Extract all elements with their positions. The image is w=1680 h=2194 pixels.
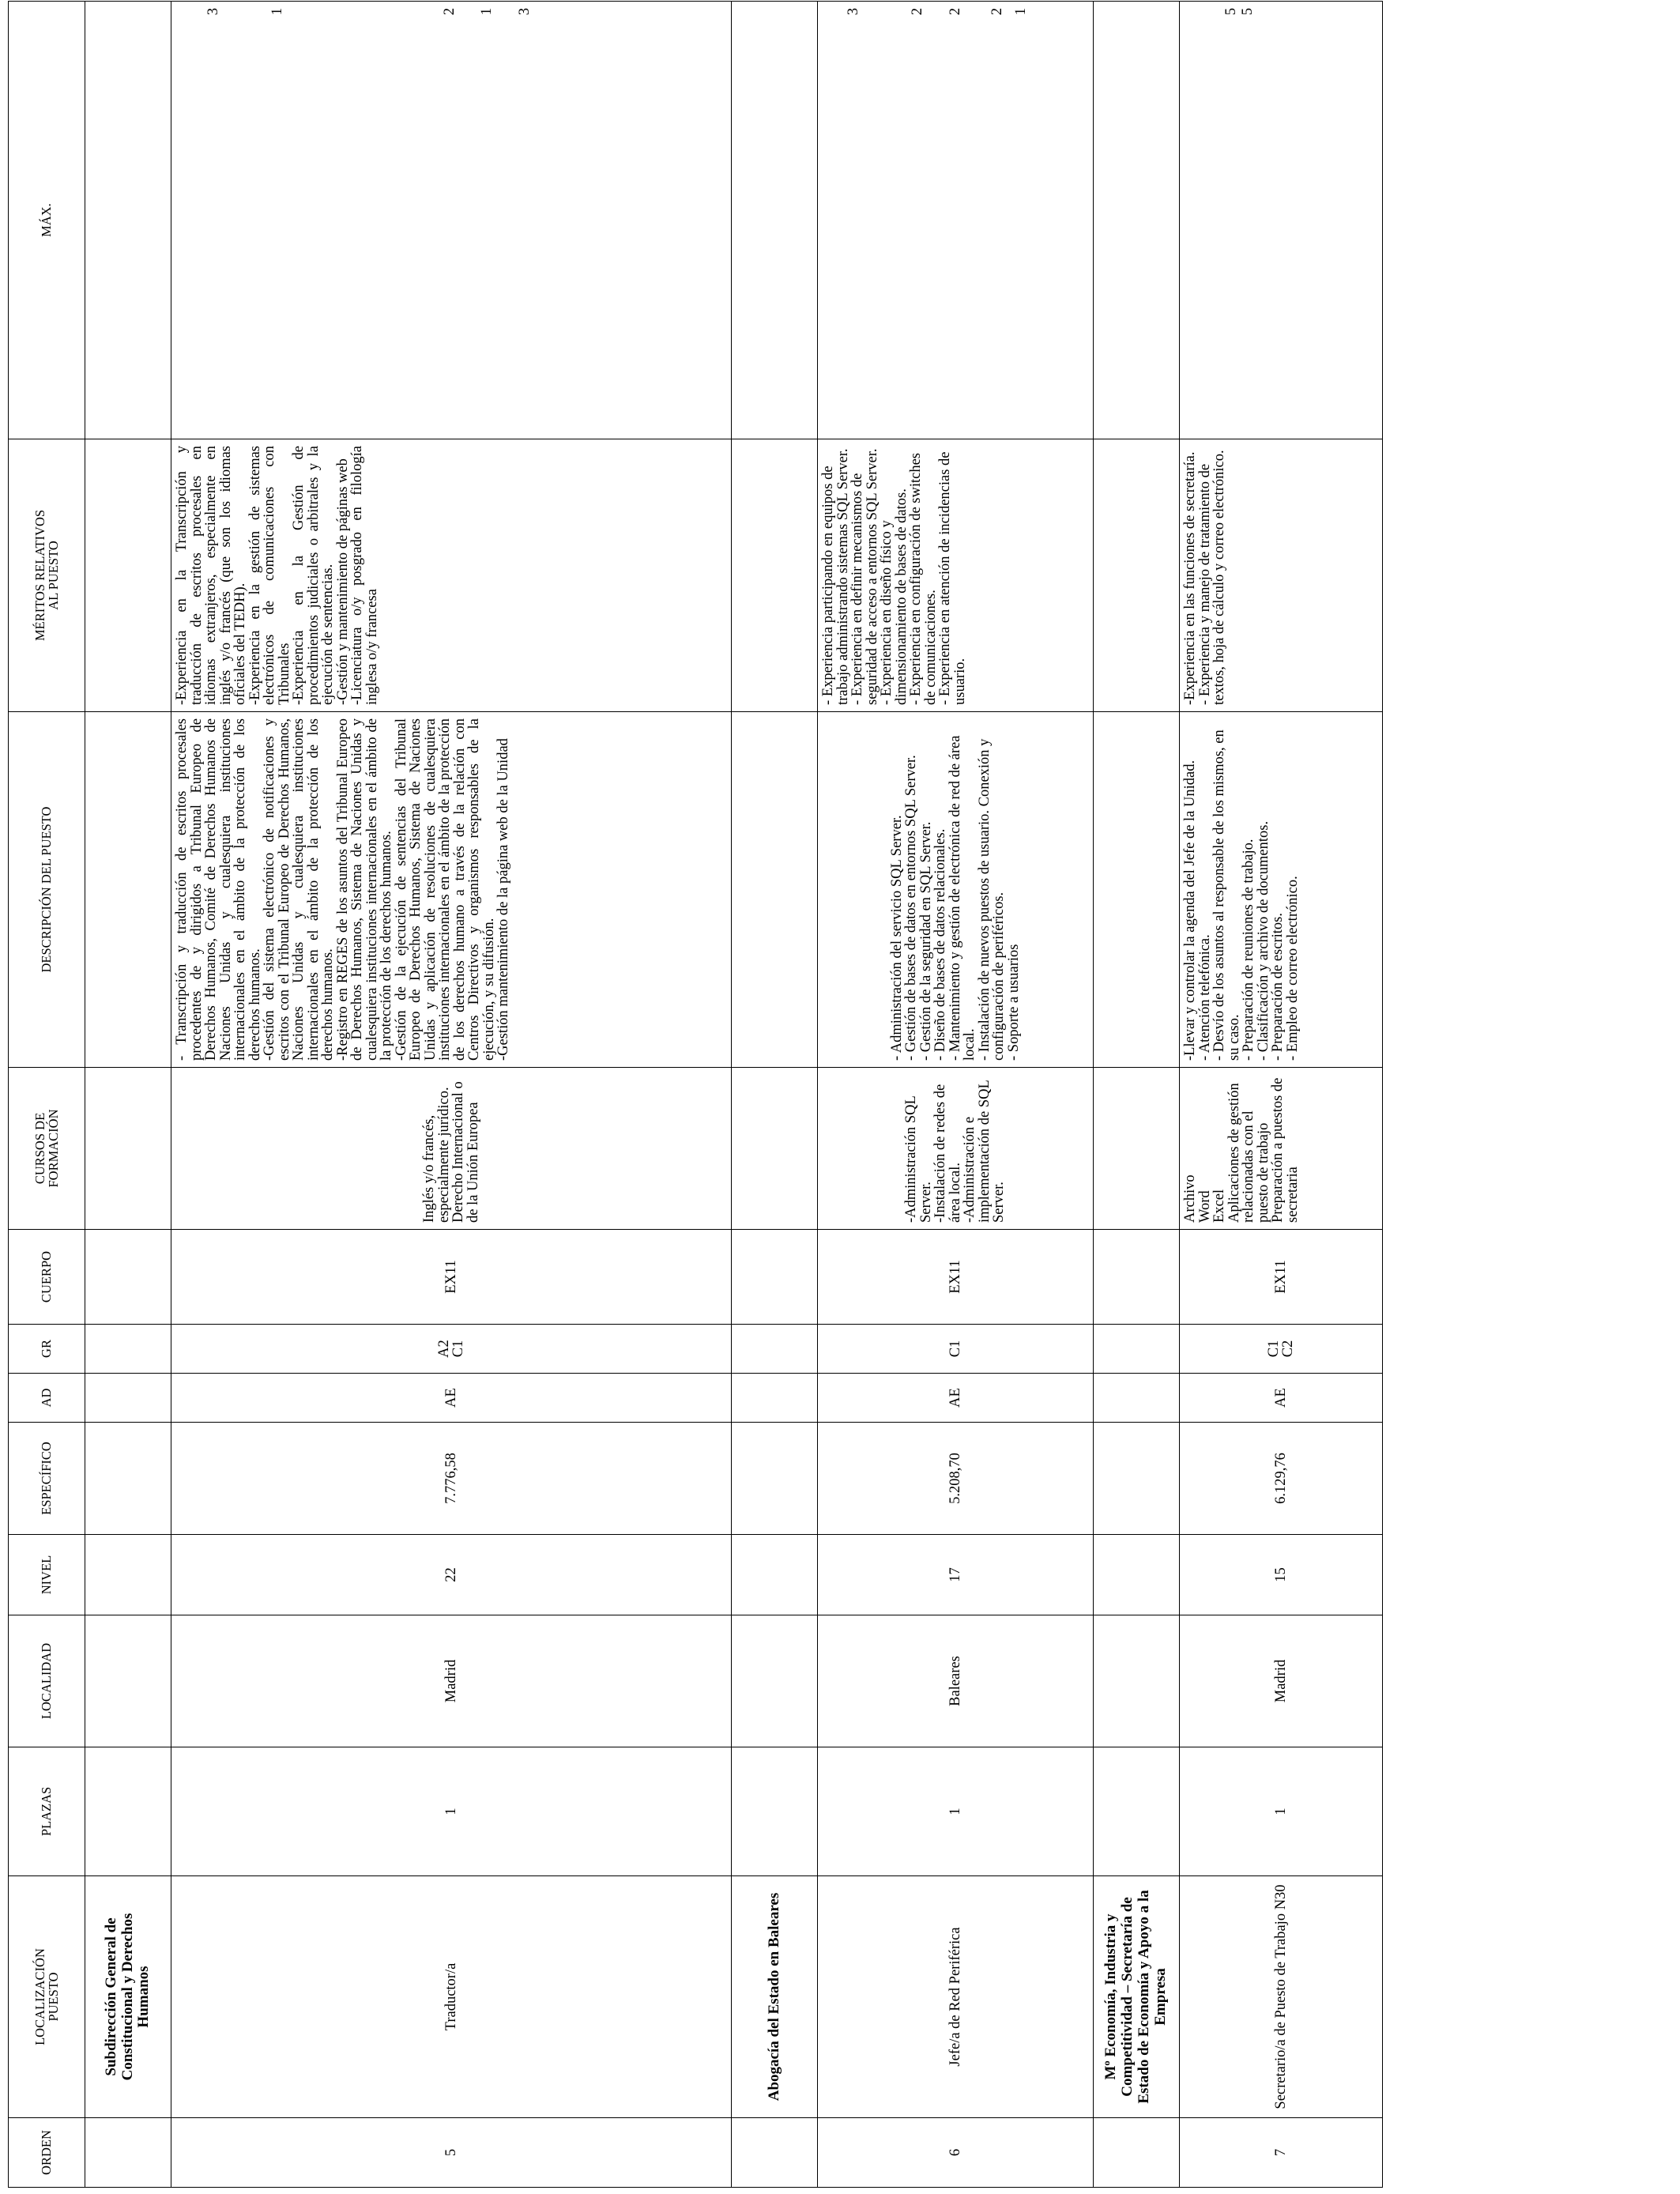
ad-cell: AE — [171, 1374, 732, 1423]
section-row — [85, 2, 171, 2188]
max-value: 3 — [205, 8, 221, 16]
descripcion-cell: - Administración del servicio SQL Server. - Gestión de bases de datos en entornos SQL Server. - Gestión de la seguridad en SQL Server. - Diseño de bases de datos relacionales. - Mantenimiento y gestión de electrónica de red de área local. - Instalación de nuevos puestos de usuario. Conexión y configuración de periféricos. - Soporte a usuarios — [818, 712, 1094, 1068]
cuerpo-cell: EX11 — [1180, 1230, 1383, 1325]
puesto-cell: Jefe/a de Red Periférica — [818, 1876, 1094, 2118]
meritos-cell: -Experiencia en las funciones de secretaría. - Experiencia y manejo de tratamiento de textos, hoja de cálculo y correo electrónico. — [1180, 439, 1383, 712]
orden-cell: 5 — [171, 2118, 732, 2188]
max-value: 2 — [947, 8, 963, 16]
plazas-cell: 1 — [171, 1747, 732, 1876]
max-value: 3 — [517, 8, 533, 16]
especifico-cell: 6.129,76 — [1180, 1423, 1383, 1535]
max-value: 5 — [1239, 8, 1256, 16]
header-max: MÁX. — [9, 2, 85, 439]
section-row — [1094, 2, 1180, 2188]
ad-cell: AE — [818, 1374, 1094, 1423]
cursos-cell: -Administración SQL Server. -Instalación de redes de área local. -Administración e implementación de SQL Server. — [818, 1068, 1094, 1230]
header-row — [9, 2, 85, 2188]
descripcion-cell: - Transcripción y traducción de escritos procesales procedentes de y dirigidos a Tribunal Europeo de Derechos Humanos, Comité de Derechos Humanos de Naciones Unidas y cualesquiera instituciones internacionales en el ámbito de la protección de los derechos humanos. -Gestión del sistema electrónico de notificaciones y escritos con el Tribunal Europeo de Derechos Humanos, Naciones Unidas y cualesquiera instituciones internacionales en el ámbito de la protección de los derechos humanos. -Registro en REGES de los asuntos del Tribunal Europeo de Derechos Humanos, Sistema de Naciones Unidas y cualesquiera instituciones internacionales en el ámbito de la protección de los derechos humanos. -Gestión de la ejecución de sentencias del Tribunal Europeo de Derechos Humanos, Sistema de Naciones Unidas y aplicación de resoluciones de cualesquiera instituciones internacionales en el ámbito de la protección de los derechos humano a través de la relación con Centros Directivos y organismos responsables de la ejecución, y su difusión. -Gestión mantenimiento de la página web de la Unidad — [171, 712, 732, 1068]
table-row — [171, 2, 732, 2188]
nivel-cell: 15 — [1180, 1535, 1383, 1615]
puesto-cell: Secretario/a de Puesto de Trabajo N30 — [1180, 1876, 1383, 2118]
job-positions-table — [8, 1, 1383, 2188]
orden-cell: 6 — [818, 2118, 1094, 2188]
nivel-cell: 17 — [818, 1535, 1094, 1615]
section-unit-name: Subdirección General de Constitucional y Derechos Humanos — [85, 1876, 171, 2118]
table-row — [1180, 2, 1383, 2188]
section-row — [732, 2, 818, 2188]
header-especifico: ESPECÍFICO — [9, 1423, 85, 1535]
header-cuerpo: CUERPO — [9, 1230, 85, 1325]
especifico-cell: 5.208,70 — [818, 1423, 1094, 1535]
max-value: 3 — [846, 8, 861, 16]
localidad-cell: Madrid — [1180, 1615, 1383, 1747]
descripcion-cell: -Llevar y controlar la agenda del Jefe de la Unidad. - Atención telefónica. - Desvío de los asuntos al responsable de los mismos, en su caso. - Preparación de reuniones de trabajo. - Clasificación y archivo de documentos. - Preparación de escritos. - Empleo de correo electrónico. — [1180, 712, 1383, 1068]
cuerpo-cell: EX11 — [818, 1230, 1094, 1325]
localidad-cell: Baleares — [818, 1615, 1094, 1747]
header-plazas: PLAZAS — [9, 1747, 85, 1876]
max-cell — [818, 2, 1094, 439]
section-unit-name: Mº Economía, Industria y Competitividad – Secretaría de Estado de Economía y Apoyo a la Empresa — [1094, 1876, 1180, 2118]
plazas-cell: 1 — [818, 1747, 1094, 1876]
especifico-cell: 7.776,58 — [171, 1423, 732, 1535]
section-unit-name: Abogacía del Estado en Baleares — [732, 1876, 818, 2118]
header-nivel: NIVEL — [9, 1535, 85, 1615]
orden-cell: 7 — [1180, 2118, 1383, 2188]
plazas-cell: 1 — [1180, 1747, 1383, 1876]
gr-cell: C1 — [818, 1325, 1094, 1374]
cuerpo-cell: EX11 — [171, 1230, 732, 1325]
header-descripcion: DESCRIPCIÓN DEL PUESTO — [9, 712, 85, 1068]
meritos-cell: - Experiencia participando en equipos de trabajo administrando sistemas SQL Server. - Experiencia en definir mecanismos de seguridad de acceso a entornos SQL Server. - Experiencia en diseño físico y dimensionamiento de bases de datos. - Experiencia en configuración de switches de comunicaciones. - Experiencia en atención de incidencias de usuario. — [818, 439, 1094, 712]
header-localizacion: LOCALIZACIÓN PUESTO — [9, 1876, 85, 2118]
meritos-cell: -Experiencia en la Transcripción y traducción de escritos procesales en idiomas extranjeros, especialmente en inglés y/o francés (que son los idiomas oficiales del TEDH). -Experiencia en la gestión de sistemas electrónicos de comunicaciones con Tribunales -Experiencia en la Gestión de procedimientos judiciales o arbitrales y la ejecución de sentencias. -Gestión y mantenimiento de páginas web -Licenciatura o/y posgrado en filología inglesa o/y francesa — [171, 439, 732, 712]
max-cell — [171, 2, 732, 439]
gr-cell: C1 C2 — [1180, 1325, 1383, 1374]
puesto-cell: Traductor/a — [171, 1876, 732, 2118]
max-cell — [1180, 2, 1383, 439]
max-value: 1 — [1013, 8, 1029, 16]
ad-cell: AE — [1180, 1374, 1383, 1423]
table-row — [818, 2, 1094, 2188]
max-value: 2 — [442, 8, 458, 16]
max-value: 5 — [1223, 8, 1239, 16]
header-cursos: CURSOS DE FORMACIÓN — [9, 1068, 85, 1230]
cursos-cell: Inglés y/o francés, especialmente jurídico. Derecho Internacional o de la Unión Europea — [171, 1068, 732, 1230]
nivel-cell: 22 — [171, 1535, 732, 1615]
header-gr: GR — [9, 1325, 85, 1374]
max-value: 2 — [989, 8, 1005, 16]
header-localidad: LOCALIDAD — [9, 1615, 85, 1747]
max-value: 1 — [269, 8, 285, 16]
gr-cell: A2 C1 — [171, 1325, 732, 1374]
max-value: 2 — [909, 8, 925, 16]
header-meritos: MÉRITOS RELATIVOS AL PUESTO — [9, 439, 85, 712]
header-orden: ORDEN — [9, 2118, 85, 2188]
max-value: 1 — [478, 8, 495, 16]
header-ad: AD — [9, 1374, 85, 1423]
localidad-cell: Madrid — [171, 1615, 732, 1747]
cursos-cell: Archivo Word Excel Aplicaciones de gestión relacionadas con el puesto de trabajo Preparación a puestos de secretaria — [1180, 1068, 1383, 1230]
